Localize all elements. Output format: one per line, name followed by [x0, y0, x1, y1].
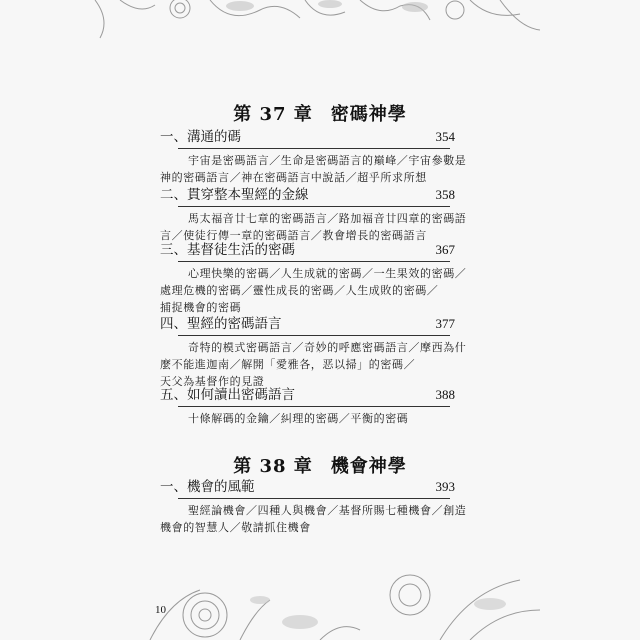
- toc-entry-label: 三、基督徒生活的密碼: [160, 242, 295, 258]
- chapter-title-text: 密碼神學: [330, 104, 407, 125]
- divider: [178, 261, 450, 262]
- toc-entry-label: 二、貫穿整本聖經的金線: [160, 187, 309, 203]
- toc-entry[interactable]: [160, 127, 467, 186]
- toc-subtopics: 十條解碼的金鑰／糾理的密碼／平衡的密碼: [188, 412, 409, 425]
- divider: [178, 148, 450, 149]
- chapter-number: 第 37 章: [233, 104, 313, 125]
- toc-subtopics: 麼不能進迦南／解開「愛雅各，恶以掃」的密碼／: [160, 358, 416, 371]
- toc-entry[interactable]: [160, 240, 467, 316]
- toc-subtopics: 馬太福音廿七章的密碼語言／路加福音廿四章的密碼語: [188, 212, 467, 225]
- toc-entry[interactable]: [160, 185, 467, 244]
- toc-subtopics: 天父為基督作的見證: [160, 375, 265, 388]
- toc-subtopics: 宇宙是密碼語言／生命是密碼語言的巔峰／宇宙參數是: [188, 154, 467, 167]
- divider: [178, 406, 450, 407]
- floral-decoration-top: [0, 0, 640, 40]
- divider: [178, 498, 450, 499]
- toc-entry[interactable]: [160, 314, 467, 390]
- toc-page-number: 388: [435, 387, 455, 402]
- toc-subtopics: 言／使徒行傳一章的密碼語言／教會增長的密碼語言: [160, 229, 427, 242]
- toc-subtopics: 捕捉機會的密碼: [160, 301, 242, 314]
- chapter-title-text: 機會神學: [330, 456, 407, 477]
- toc-entry-label: 一、溝通的碼: [160, 129, 241, 145]
- chapter-heading: [0, 100, 640, 126]
- divider: [178, 335, 450, 336]
- toc-entry[interactable]: [160, 477, 467, 536]
- toc-page-number: 367: [435, 242, 455, 257]
- toc-entry-label: 一、機會的風範: [160, 479, 255, 495]
- divider: [178, 206, 450, 207]
- toc-page-number: 377: [435, 316, 455, 331]
- toc-subtopics: 處理危機的密碼／靈性成長的密碼／人生成敗的密碼／: [160, 284, 439, 297]
- toc-entry-label: 四、聖經的密碼語言: [160, 316, 282, 332]
- toc-subtopics: 心理快樂的密碼／人生成就的密碼／一生果效的密碼／: [188, 267, 467, 280]
- toc-subtopics: 機會的智慧人／敬請抓住機會: [160, 521, 311, 534]
- toc-subtopics: 奇特的模式密碼語言／奇妙的呼應密碼語言／摩西為什: [188, 341, 467, 354]
- toc-entry-label: 五、如何讀出密碼語言: [160, 387, 295, 403]
- floral-decoration-bottom: [0, 560, 640, 640]
- page-number: 10: [155, 604, 166, 616]
- toc-page-number: 393: [435, 479, 455, 494]
- toc-subtopics: 聖經論機會／四種人與機會／基督所賜七種機會／創造: [188, 504, 467, 517]
- toc-page-number: 354: [435, 129, 455, 144]
- toc-subtopics: 神的密碼語言／神在密碼語言中說話／超乎所求所想: [160, 171, 427, 184]
- toc-entry[interactable]: [160, 385, 455, 427]
- chapter-heading: [0, 452, 640, 478]
- toc-page-number: 358: [435, 187, 455, 202]
- chapter-number: 第 38 章: [233, 456, 313, 477]
